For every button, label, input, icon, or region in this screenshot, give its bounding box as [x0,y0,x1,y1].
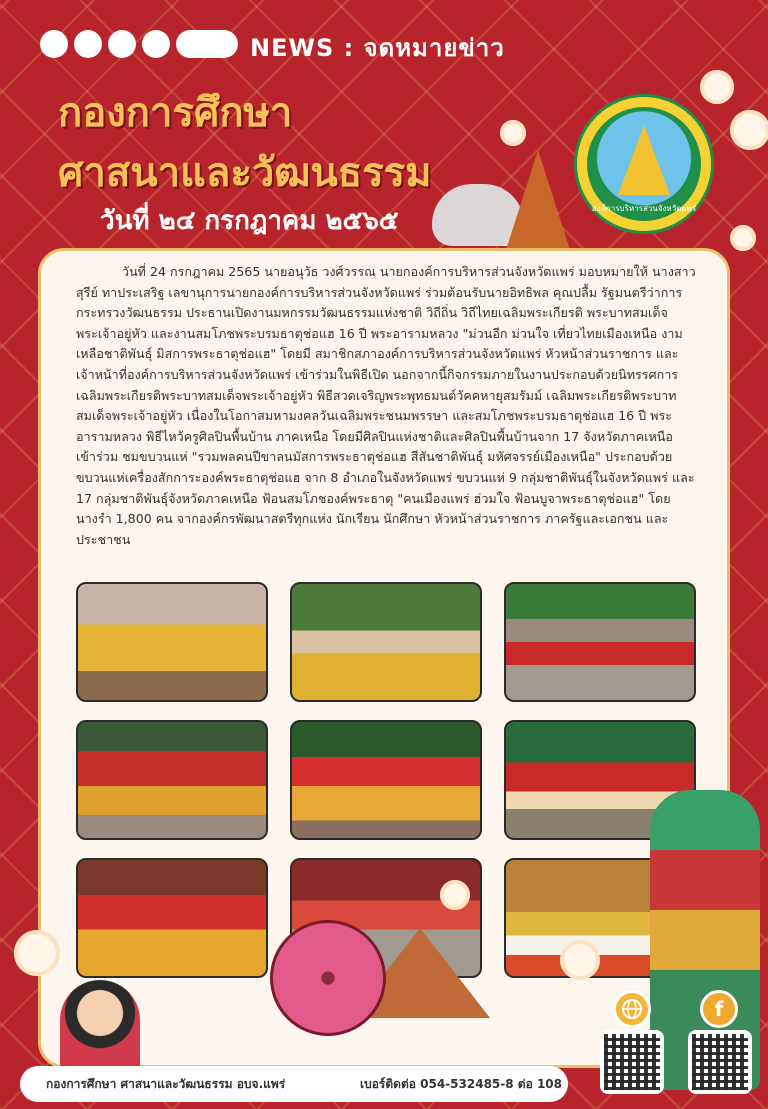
umbrella-illustration [270,920,386,1036]
frangipani-flower [730,110,768,150]
dot [74,30,102,58]
frangipani-flower [440,880,470,910]
event-photo [76,582,268,702]
website-qr-code[interactable] [600,1030,664,1094]
event-photo [504,582,696,702]
news-label: NEWS : จดหมายข่าว [250,34,505,62]
header-dots [40,30,238,58]
facebook-letter: f [714,997,724,1021]
publish-date: วันที่ ๒๔ กรกฎาคม ๒๕๖๕ [100,206,399,236]
logo-caption: องค์การบริหารส่วนจังหวัดแพร่ [591,204,697,213]
dot [108,30,136,58]
event-photo [76,720,268,840]
page-title-line1: กองการศึกษา [58,90,293,136]
article-body: วันที่ 24 กรกฎาคม 2565 นายอนุวัธ วงศ์วรรณ นายกองค์การบริหารส่วนจังหวัดแพร่ มอบหมายให้ นางสาวสุรีย์ ทาประเสริฐ เลขานุการนายกองค์การบริหารส่วนจังหวัดแพร่ ร่วมต้อนรับนายอิทธิพล คุณปลื้ม รัฐมนตรีว่าการกระทรวงวัฒนธรรม ประธานเปิดงานมหกรรมวัฒนธรรมแห่งชาติ วิถีถิ่น วิถีไทยเฉลิมพระเกียรติ พระบาทสมเด็จพระเจ้าอยู่หัว และงานสมโภชพระบรมธาตุช่อแฮ 16 ปี พระอารามหลวง "ม่วนอีก ม่วนใจ เที่ยวไทยเมืองเหนือ งามเหลือชาติพันธุ์ มิสการพระธาตุช่อแฮ" โดยมี สมาชิกสภาองค์การบริหารส่วนจังหวัดแพร่ หัวหน้าส่วนราชการ และเจ้าหน้าที่องค์การบริหารส่วนจังหวัดแพร่ เข้าร่วมในพิธีเปิด นอกจากนี้กิจกรรมภายในงานประกอบด้วยนิทรรศการเฉลิมพระเกียรติพระบาทสมเด็จพระเจ้าอยู่หัว พิธีสวดเจริญพระพุทธมนต์วัคคหายุสมรัมม์ เฉลิมพระเกียรติพระบาทสมเด็จพระเจ้าอยู่หัว เนื่องในโอกาสมหามงคลวันเฉลิมพระชนมพรรษา และสมโภชพระบรมธาตุช่อแฮ 16 ปี พระอารามหลวง พิธีไหว้ครูศิลปินพื้นบ้าน ภาคเหนือ โดยมีศิลปินแห่งชาติและศิลปินพื้นบ้านจาก 17 จังหวัดภาคเหนือ เข้าร่วม ชมขบวนแห่ "รวมพลคนปีขาลนมัสการพระธาตุช่อแฮ สีสันชาติพันธุ์ มหัศจรรย์เมืองเหนือ" ประกอบด้วย ขบวนแห่เครื่องสักการะองค์พระธาตุช่อแฮ จาก 8 อำเภอในจังหวัดแพร่ ขบวนแห่ 9 กลุ่มชาติพันธุ์ในจังหวัดแพร่ และ 17 กลุ่มชาติพันธุ์จังหวัดภาคเหนือ ฟ้อนสมโภชองค์พระธาตุ "คนเมืองแพร่ ฮ่วมใจ ฟ้อนบูจาพระธาตุช่อแฮ" โดยนางรำ 1,800 คน จากองค์กรพัฒนาสตรีทุกแห่ง นักเรียน นักศึกษา หัวหน้าส่วนราชการ ภาครัฐและเอกชน และประชาชน [76,264,696,547]
footer-department: กองการศึกษา ศาสนาและวัฒนธรรม อบจ.แพร่ [46,1076,286,1091]
dot [40,30,68,58]
facebook-icon[interactable] [700,990,738,1028]
event-photo [290,582,482,702]
globe-icon[interactable] [613,990,651,1028]
frangipani-flower [560,940,600,980]
facebook-qr-code[interactable] [688,1030,752,1094]
logo-pagoda-icon [618,125,670,195]
frangipani-flower [700,70,734,104]
frangipani-flower [500,120,526,146]
page-title-line2: ศาสนาและวัฒนธรรม [58,150,432,196]
dot [142,30,170,58]
event-photo [76,858,268,978]
pao-logo [574,94,714,234]
footer-contact: เบอร์ติดต่อ 054-532485-8 ต่อ 108 [360,1076,562,1091]
frangipani-flower [730,225,756,251]
event-photo [290,720,482,840]
globe-icon-glyph [621,998,643,1020]
frangipani-flower [14,930,60,976]
footer-bar [20,1066,568,1102]
pill [176,30,238,58]
pagoda-illustration [506,150,570,250]
